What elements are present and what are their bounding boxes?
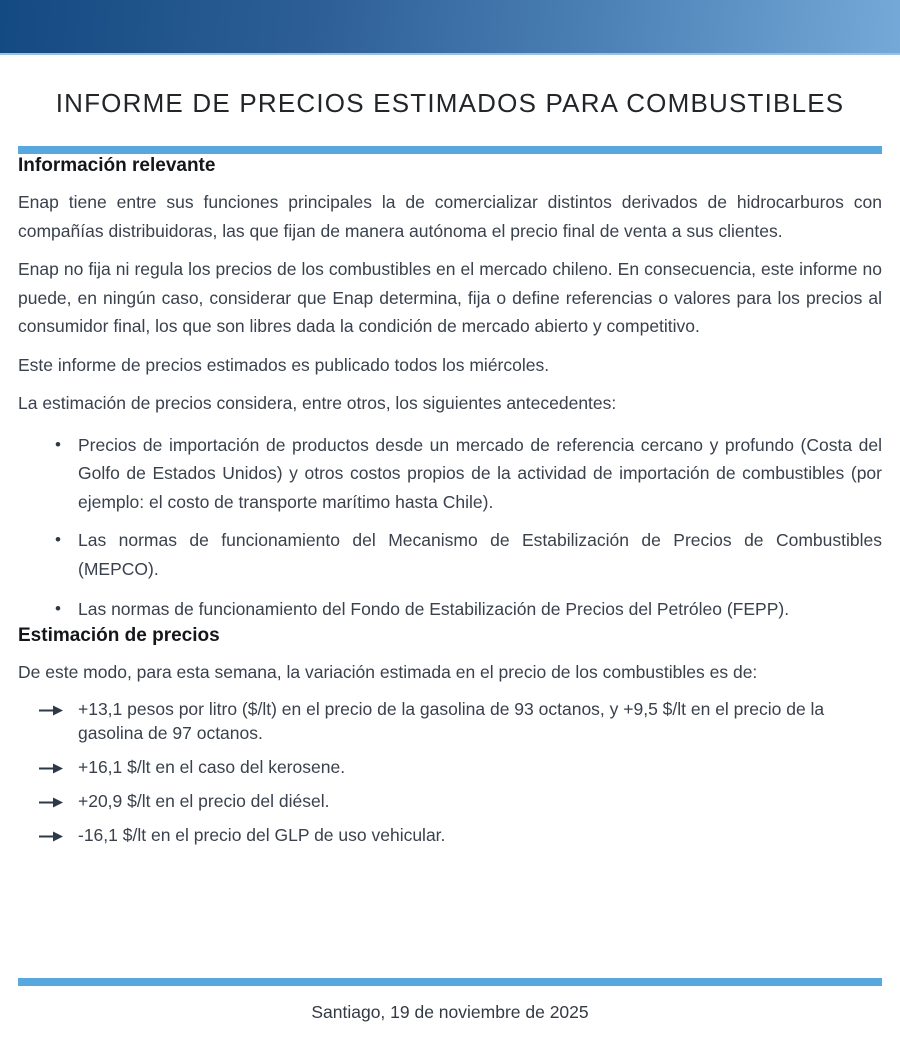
paragraph-antecedentes-intro: La estimación de precios considera, entre otros, los siguientes antecedentes: [18,393,617,413]
antecedentes-list [18,431,882,624]
section-heading-informacion-relevante: Información relevante [18,155,216,176]
paragraph-enap-funciones: Enap tiene entre sus funciones principales la de comercializar distintos derivados de hidrocarburos con compañías distribuidoras, las que fijan de manera autónoma el precio final de venta a sus clientes. [18,192,882,241]
footer-divider [18,978,882,986]
list-item [18,756,882,780]
list-item-text: +20,9 $/lt en el precio del diésel. [78,790,330,811]
list-item-text: +16,1 $/lt en el caso del kerosene. [78,757,346,777]
paragraph-enap-no-fija: Enap no fija ni regula los precios de los combustibles en el mercado chileno. En consecuencia, este informe no puede, en ningún caso, considerar que Enap determina, fija o define referencias o valores para los precios al consumidor final, los que son libres dada la condición de mercado abierto y competitivo. [18,259,882,336]
list-item [18,431,882,517]
section-heading-estimacion-precios: Estimación de precios [18,624,220,646]
document-body [0,154,900,848]
report-date: Santiago, 19 de noviembre de 2025 [311,1002,589,1022]
list-item [18,824,882,848]
list-item-text: Las normas de funcionamiento del Fondo de Estabilización de Precios del Petróleo (FEPP). [78,599,790,619]
list-item-text: Precios de importación de productos desde un mercado de referencia cercano y profundo (Costa del Golfo de Estados Unidos) y otros costos propios de la actividad de importación de combustibles (por ejemplo: el costo de transporte marítimo hasta Chile). [78,434,882,512]
list-item [18,595,882,624]
list-item-text: -16,1 $/lt en el precio del GLP de uso vehicular. [78,825,446,845]
variaciones-list [18,698,882,848]
title-divider [18,146,882,154]
arrow-icon [39,797,63,808]
list-item-text: +13,1 pesos por litro ($/lt) en el precio de la gasolina de 93 octanos, y +9,5 $/lt en el precio de la gasolina de 97 octanos. [78,699,825,743]
bullet-dot-icon: • [55,434,61,454]
list-item [18,698,882,745]
paragraph-variacion-intro: De este modo, para esta semana, la variación estimada en el precio de los combustibles es de: [18,661,758,682]
arrow-icon [39,831,63,842]
list-item [18,526,882,583]
report-title: INFORME DE PRECIOS ESTIMADOS PARA COMBUSTIBLES [55,88,845,118]
bullet-dot-icon: • [55,599,61,618]
list-item-text: Las normas de funcionamiento del Mecanismo de Estabilización de Precios de Combustibles (MEPCO). [78,530,882,579]
list-item [18,790,882,814]
paragraph-publicacion-miercoles: Este informe de precios estimados es publicado todos los miércoles. [18,354,550,375]
bullet-dot-icon: • [55,530,61,549]
header-banner [0,0,900,55]
arrow-icon [39,763,63,774]
arrow-icon [39,705,63,716]
